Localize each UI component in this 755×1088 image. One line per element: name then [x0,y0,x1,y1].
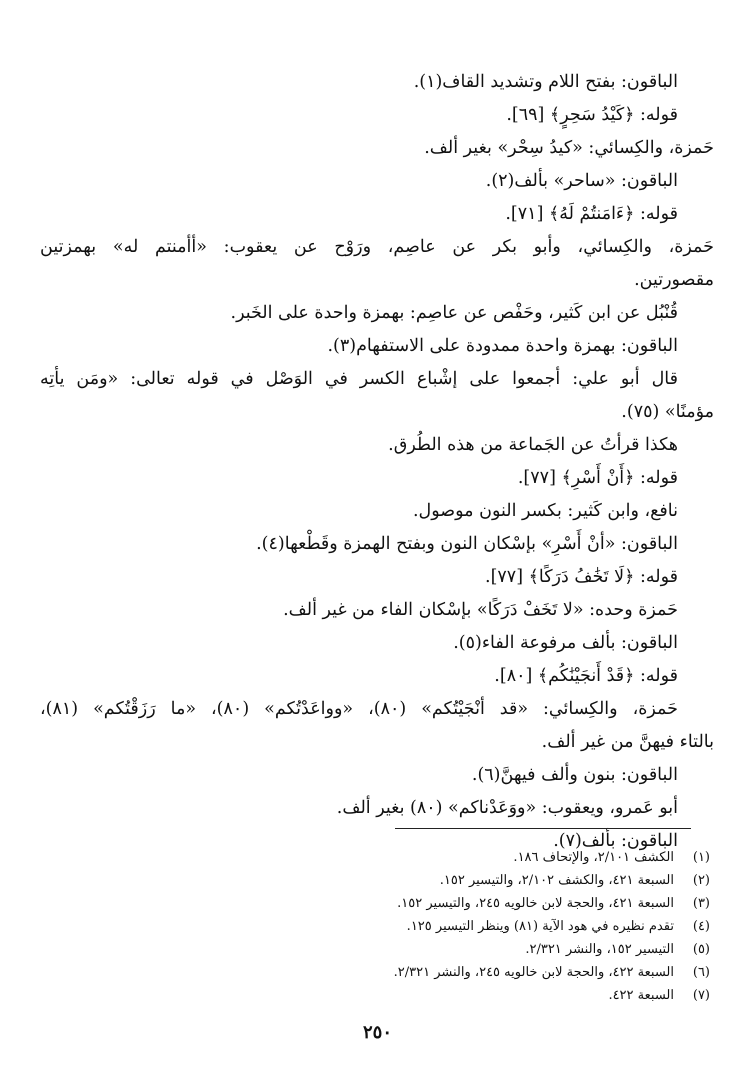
text-line: الباقون: بألف مرفوعة الفاء(٥). [453,633,678,653]
page-number: ٢٥٠ [362,1022,392,1043]
footnote-number: (١) [692,850,710,865]
text-line: حَمزة، والكِسائي: «قد أنْجَيْتُكم» (٨٠)، «وواعَدْتُكم» (٨٠)، «ما رَزَقْتُكم» (٨١)، [40,699,678,719]
footnote-number: (٥) [692,942,710,957]
footnote-text: السبعة ٤٢٢. [608,988,674,1003]
text-line: هكذا قرأتُ عن الجَماعة من هذه الطُرق. [388,435,678,455]
footnote [200,869,710,892]
main-text [40,66,714,858]
footnote-text: الكشف ٢/١٠١، والإتحاف ١٨٦. [513,850,674,865]
footnote [200,892,710,915]
text-line: قُنْبُل عن ابن كَثير، وحَفْص عن عاصِم: بهمزة واحدة على الخَبر. [230,303,678,323]
footnote-number: (٢) [692,873,710,888]
text-line: الباقون: بفتح اللام وتشديد القاف(١). [413,72,678,92]
footnote-text: السبعة ٤٢١، والكشف ٢/١٠٢، والتيسير ١٥٢. [439,873,674,888]
text-line: حَمزة، والكِسائي، وأبو بكر عن عاصِم، ورَوْح عن يعقوب: «أأمنتم له» بهمزتين [40,237,714,257]
text-line: قوله: ﴿لَا تَخَٰفُ دَرَكًا﴾ [٧٧]. [485,567,678,587]
text-line: أبو عَمرو، ويعقوب: «ووَعَدْناكم» (٨٠) بغير ألف. [336,798,678,818]
text-line: مؤمنًا» (٧٥). [621,402,714,422]
footnote-text: السبعة ٤٢٢، والحجة لابن خالويه ٢٤٥، والنشر ٢/٣٢١. [393,965,674,980]
text-line: الباقون: «ساحر» بألف(٢). [485,171,678,191]
text-line: قوله: ﴿أَنْ أَسْرِ﴾ [٧٧]. [517,468,678,488]
footnote-text: السبعة ٤٢١، والحجة لابن خالويه ٢٤٥، والتيسير ١٥٢. [397,896,674,911]
footnote-divider [395,828,691,829]
footnote-number: (٦) [692,965,710,980]
text-line: مقصورتين. [634,270,714,290]
footnote [200,984,710,1007]
text-line: حَمزة وحده: «لا تَخَفْ دَرَكًا» بإسْكان الفاء من غير ألف. [283,600,678,620]
text-line: حَمزة، والكِسائي: «كيدُ سِحْر» بغير ألف. [424,138,714,158]
footnotes [200,846,710,1007]
footnote-text: التيسير ١٥٢، والنشر ٢/٣٢١. [525,942,674,957]
footnote [200,961,710,984]
text-line: قال أبو علي: أجمعوا على إشْباع الكسر في الوَصْل في قوله تعالى: «ومَن يأتِه [40,369,678,389]
footnote-number: (٤) [692,919,710,934]
text-line: قوله: ﴿ءَامَنتُمْ لَهُ﴾ [٧١]. [505,204,678,224]
text-line: قوله: ﴿قَدْ أَنجَيْنَٰكُم﴾ [٨٠]. [494,666,678,686]
text-line: نافع، وابن كَثير: بكسر النون موصول. [412,501,678,521]
text-line: الباقون: بهمزة واحدة ممدودة على الاستفهام(٣). [327,336,678,356]
footnote [200,915,710,938]
text-line: بالتاء فيهنَّ من غير ألف. [541,732,714,752]
footnote-number: (٣) [692,896,710,911]
text-line: الباقون: بألف(٧). [553,831,678,851]
text-line: الباقون: بنون وألف فيهنَّ(٦). [471,765,678,785]
footnote-number: (٧) [692,988,710,1003]
text-line: الباقون: «أنْ أَسْرِ» بإسْكان النون وبفتح الهمزة وقَطْعها(٤). [256,534,678,554]
footnote [200,938,710,961]
footnote [200,846,710,869]
footnote-text: تقدم نظيره في هود الآية (٨١) وينظر التيسير ١٢٥. [406,919,674,934]
text-line: قوله: ﴿كَيْدُ سَحِرٍ﴾ [٦٩]. [506,105,678,125]
